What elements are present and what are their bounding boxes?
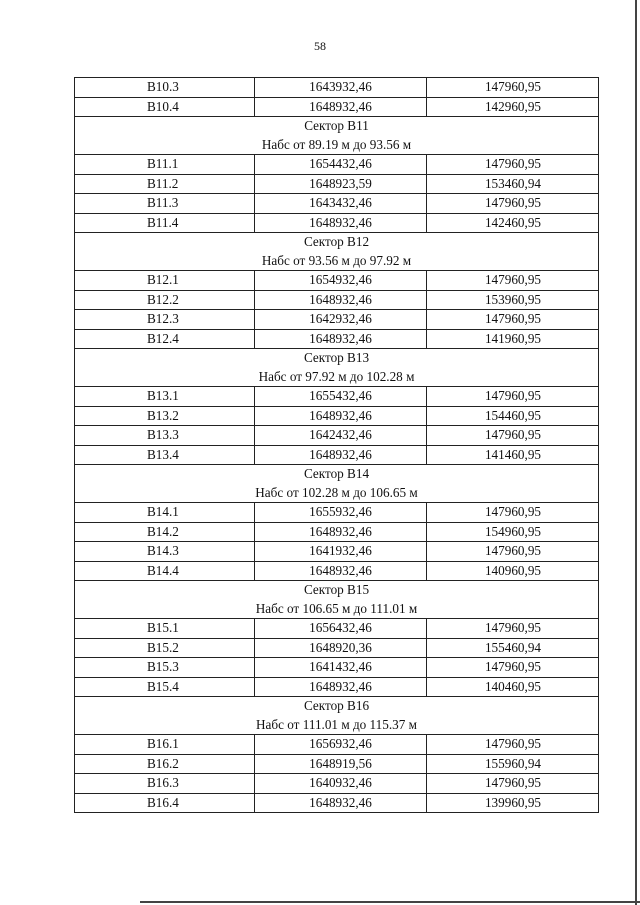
y-coordinate-cell: 142960,95 (427, 97, 599, 117)
x-coordinate-cell: 1654432,46 (255, 155, 427, 175)
point-id-cell: B10.3 (75, 78, 255, 98)
table-row (75, 735, 599, 755)
table-row (75, 638, 599, 658)
point-id-cell: B11.4 (75, 213, 255, 233)
x-coordinate-cell: 1648932,46 (255, 793, 427, 813)
sector-title-row (75, 117, 599, 136)
table-row (75, 387, 599, 407)
x-coordinate-cell: 1641932,46 (255, 542, 427, 562)
point-id-cell: B14.1 (75, 503, 255, 523)
table-row (75, 310, 599, 330)
y-coordinate-cell: 147960,95 (427, 658, 599, 678)
sector-range-row (75, 252, 599, 271)
x-coordinate-cell: 1648932,46 (255, 406, 427, 426)
x-coordinate-cell: 1648932,46 (255, 290, 427, 310)
point-id-cell: B12.2 (75, 290, 255, 310)
point-id-cell: B13.4 (75, 445, 255, 465)
x-coordinate-cell: 1643432,46 (255, 194, 427, 214)
table-row (75, 503, 599, 523)
sector-title-row (75, 581, 599, 600)
y-coordinate-cell: 147960,95 (427, 387, 599, 407)
point-id-cell: B12.1 (75, 271, 255, 291)
sector-title: Сектор В13 (75, 349, 599, 368)
x-coordinate-cell: 1655432,46 (255, 387, 427, 407)
sector-title: Сектор В12 (75, 233, 599, 252)
x-coordinate-cell: 1643932,46 (255, 78, 427, 98)
table-row (75, 329, 599, 349)
x-coordinate-cell: 1655932,46 (255, 503, 427, 523)
table-row (75, 542, 599, 562)
scan-edge-right (635, 0, 637, 905)
y-coordinate-cell: 154460,95 (427, 406, 599, 426)
x-coordinate-cell: 1656432,46 (255, 619, 427, 639)
coordinates-table (74, 77, 599, 813)
table-row (75, 561, 599, 581)
sector-range-row (75, 600, 599, 619)
point-id-cell: B12.4 (75, 329, 255, 349)
x-coordinate-cell: 1648932,46 (255, 677, 427, 697)
x-coordinate-cell: 1648920,36 (255, 638, 427, 658)
table-row (75, 78, 599, 98)
point-id-cell: B14.3 (75, 542, 255, 562)
sector-title: Сектор В16 (75, 697, 599, 716)
x-coordinate-cell: 1642432,46 (255, 426, 427, 446)
y-coordinate-cell: 154960,95 (427, 522, 599, 542)
y-coordinate-cell: 141460,95 (427, 445, 599, 465)
y-coordinate-cell: 147960,95 (427, 774, 599, 794)
y-coordinate-cell: 147960,95 (427, 426, 599, 446)
sector-range: Набс от 106.65 м до 111.01 м (75, 600, 599, 619)
sector-range: Набс от 89.19 м до 93.56 м (75, 136, 599, 155)
table-row (75, 677, 599, 697)
y-coordinate-cell: 147960,95 (427, 735, 599, 755)
point-id-cell: B16.3 (75, 774, 255, 794)
table-row (75, 522, 599, 542)
point-id-cell: B15.2 (75, 638, 255, 658)
point-id-cell: B15.3 (75, 658, 255, 678)
x-coordinate-cell: 1648932,46 (255, 329, 427, 349)
x-coordinate-cell: 1654932,46 (255, 271, 427, 291)
y-coordinate-cell: 142460,95 (427, 213, 599, 233)
x-coordinate-cell: 1642932,46 (255, 310, 427, 330)
y-coordinate-cell: 147960,95 (427, 155, 599, 175)
table-row (75, 271, 599, 291)
table-row (75, 406, 599, 426)
scan-edge-bottom (140, 901, 640, 903)
sector-title-row (75, 349, 599, 368)
sector-range: Набс от 93.56 м до 97.92 м (75, 252, 599, 271)
y-coordinate-cell: 153460,94 (427, 174, 599, 194)
point-id-cell: B15.4 (75, 677, 255, 697)
table-row (75, 754, 599, 774)
x-coordinate-cell: 1648932,46 (255, 561, 427, 581)
sector-range-row (75, 136, 599, 155)
table-row (75, 793, 599, 813)
x-coordinate-cell: 1648919,56 (255, 754, 427, 774)
x-coordinate-cell: 1641432,46 (255, 658, 427, 678)
y-coordinate-cell: 155460,94 (427, 638, 599, 658)
table-row (75, 619, 599, 639)
sector-title-row (75, 233, 599, 252)
table-row (75, 658, 599, 678)
point-id-cell: B13.3 (75, 426, 255, 446)
y-coordinate-cell: 147960,95 (427, 503, 599, 523)
y-coordinate-cell: 140960,95 (427, 561, 599, 581)
sector-range: Набс от 111.01 м до 115.37 м (75, 716, 599, 735)
y-coordinate-cell: 147960,95 (427, 310, 599, 330)
table-row (75, 97, 599, 117)
point-id-cell: B13.1 (75, 387, 255, 407)
table-row (75, 213, 599, 233)
point-id-cell: B14.4 (75, 561, 255, 581)
x-coordinate-cell: 1656932,46 (255, 735, 427, 755)
sector-title-row (75, 697, 599, 716)
table-row (75, 194, 599, 214)
x-coordinate-cell: 1648932,46 (255, 97, 427, 117)
point-id-cell: B16.4 (75, 793, 255, 813)
point-id-cell: B11.1 (75, 155, 255, 175)
point-id-cell: B10.4 (75, 97, 255, 117)
y-coordinate-cell: 147960,95 (427, 271, 599, 291)
table-row (75, 445, 599, 465)
y-coordinate-cell: 155960,94 (427, 754, 599, 774)
point-id-cell: B12.3 (75, 310, 255, 330)
y-coordinate-cell: 153960,95 (427, 290, 599, 310)
point-id-cell: B16.2 (75, 754, 255, 774)
sector-range: Набс от 97.92 м до 102.28 м (75, 368, 599, 387)
point-id-cell: B15.1 (75, 619, 255, 639)
y-coordinate-cell: 140460,95 (427, 677, 599, 697)
point-id-cell: B11.2 (75, 174, 255, 194)
sector-title: Сектор В15 (75, 581, 599, 600)
y-coordinate-cell: 141960,95 (427, 329, 599, 349)
y-coordinate-cell: 147960,95 (427, 542, 599, 562)
sector-range-row (75, 716, 599, 735)
sector-title-row (75, 465, 599, 484)
y-coordinate-cell: 147960,95 (427, 619, 599, 639)
table-row (75, 174, 599, 194)
table-row (75, 155, 599, 175)
y-coordinate-cell: 139960,95 (427, 793, 599, 813)
point-id-cell: B16.1 (75, 735, 255, 755)
sector-range: Набс от 102.28 м до 106.65 м (75, 484, 599, 503)
point-id-cell: B14.2 (75, 522, 255, 542)
x-coordinate-cell: 1640932,46 (255, 774, 427, 794)
page-number: 58 (314, 39, 326, 53)
sector-title: Сектор В11 (75, 117, 599, 136)
sector-title: Сектор В14 (75, 465, 599, 484)
point-id-cell: B13.2 (75, 406, 255, 426)
x-coordinate-cell: 1648932,46 (255, 213, 427, 233)
table-row (75, 290, 599, 310)
table-row (75, 426, 599, 446)
point-id-cell: B11.3 (75, 194, 255, 214)
coordinates-table-body (75, 78, 599, 813)
table-row (75, 774, 599, 794)
sector-range-row (75, 368, 599, 387)
y-coordinate-cell: 147960,95 (427, 194, 599, 214)
x-coordinate-cell: 1648932,46 (255, 445, 427, 465)
sector-range-row (75, 484, 599, 503)
x-coordinate-cell: 1648923,59 (255, 174, 427, 194)
y-coordinate-cell: 147960,95 (427, 78, 599, 98)
x-coordinate-cell: 1648932,46 (255, 522, 427, 542)
